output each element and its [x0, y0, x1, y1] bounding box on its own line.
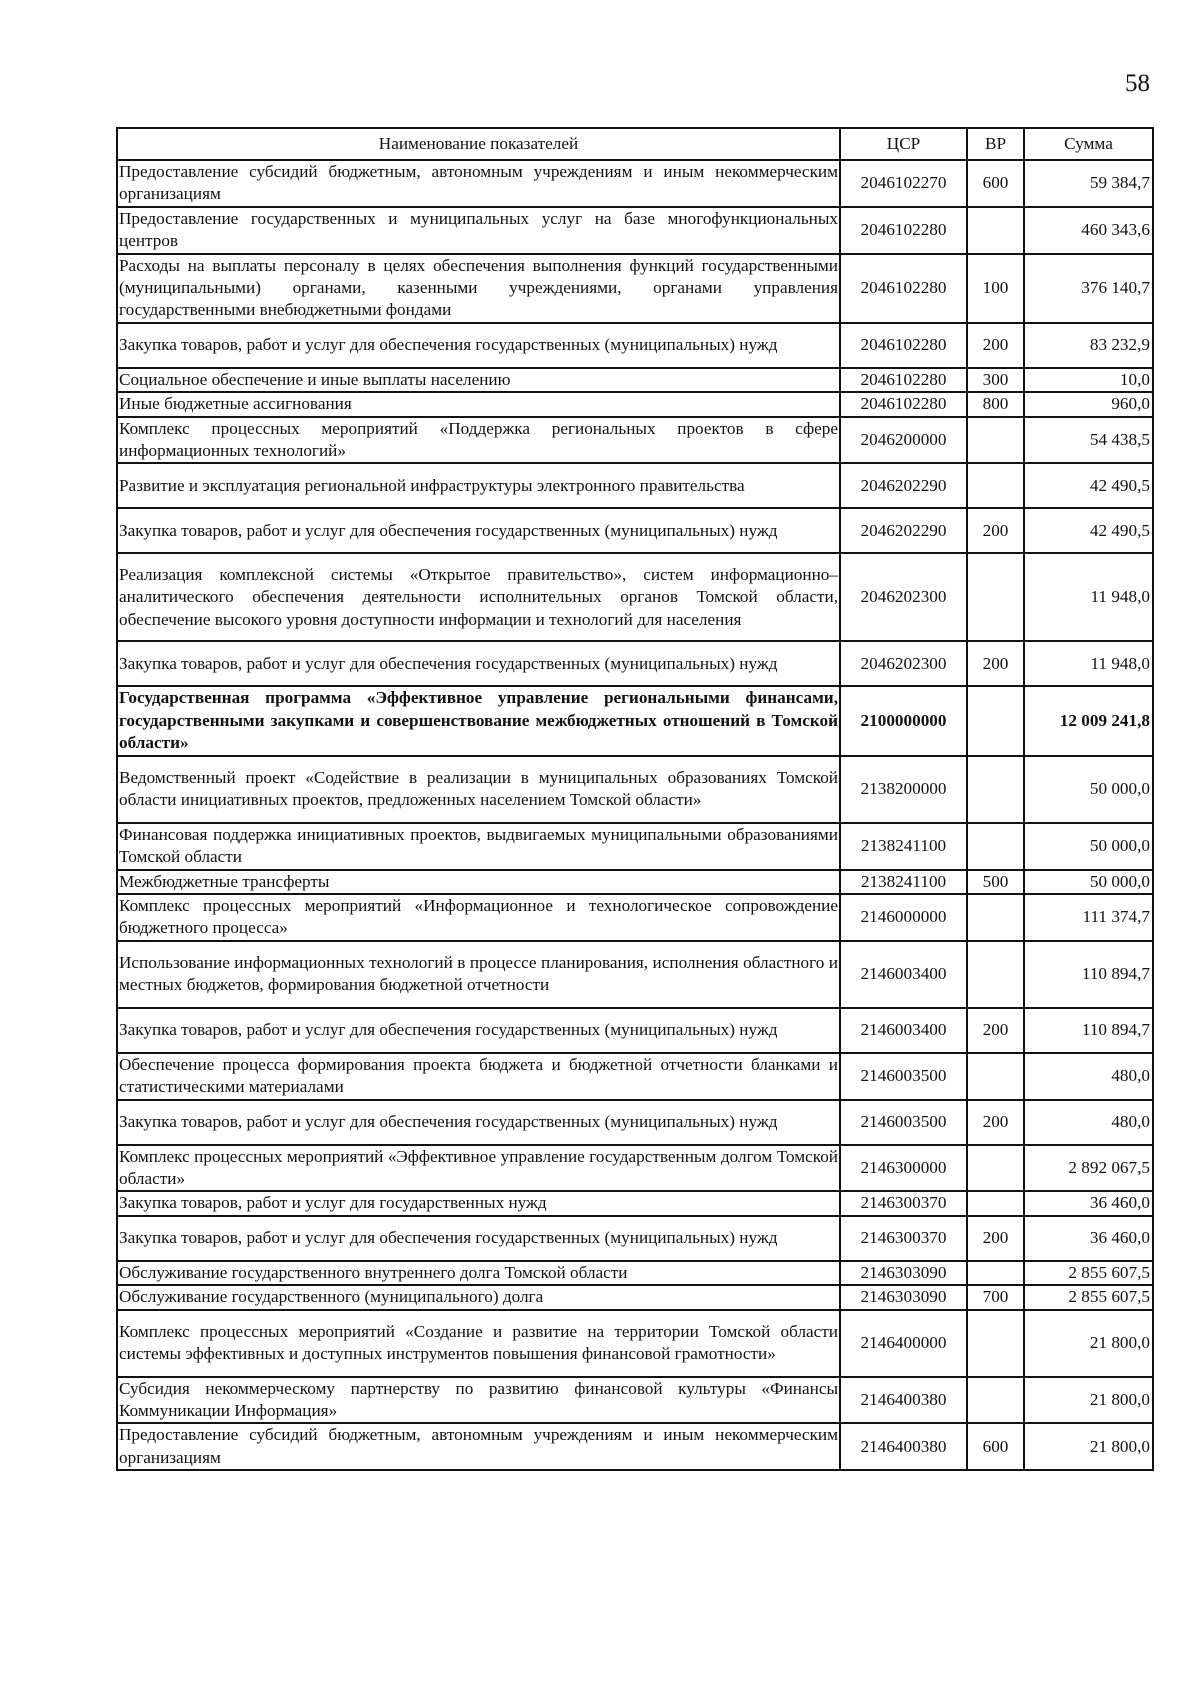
row-vr: 700 [967, 1285, 1024, 1309]
row-name: Закупка товаров, работ и услуг для обеспечения государственных (муниципальных) нужд [117, 1216, 840, 1261]
row-csr: 2146300370 [840, 1216, 967, 1261]
row-name: Закупка товаров, работ и услуг для обеспечения государственных (муниципальных) нужд [117, 508, 840, 553]
row-sum: 12 009 241,8 [1024, 686, 1153, 755]
row-vr [967, 1145, 1024, 1192]
row-name: Закупка товаров, работ и услуг для обеспечения государственных (муниципальных) нужд [117, 1100, 840, 1145]
row-sum: 960,0 [1024, 392, 1153, 416]
table-row [117, 686, 1153, 755]
row-csr: 2146300000 [840, 1145, 967, 1192]
page-number: 58 [1125, 70, 1150, 97]
table-row [117, 1377, 1153, 1424]
table-row [117, 870, 1153, 894]
row-name: Закупка товаров, работ и услуг для государственных нужд [117, 1191, 840, 1215]
table-row [117, 368, 1153, 392]
row-sum: 2 892 067,5 [1024, 1145, 1153, 1192]
row-csr: 2146303090 [840, 1285, 967, 1309]
row-name: Комплекс процессных мероприятий «Информационное и технологическое сопровождение бюджетного процесса» [117, 894, 840, 941]
table-row [117, 1191, 1153, 1215]
row-csr: 2138200000 [840, 756, 967, 823]
row-name: Предоставление субсидий бюджетным, автономным учреждениям и иным некоммерческим организациям [117, 1423, 840, 1470]
row-sum: 11 948,0 [1024, 553, 1153, 641]
table-row [117, 1423, 1153, 1470]
row-sum: 21 800,0 [1024, 1423, 1153, 1470]
row-vr [967, 553, 1024, 641]
row-name: Государственная программа «Эффективное управление региональными финансами, государственными закупками и совершенствование межбюджетных отношений в Томской области» [117, 686, 840, 755]
row-csr: 2138241100 [840, 823, 967, 870]
table-row [117, 1008, 1153, 1053]
row-name: Ведомственный проект «Содействие в реализации в муниципальных образованиях Томской области инициативных проектов, предложенных населением Томской области» [117, 756, 840, 823]
row-csr: 2138241100 [840, 870, 967, 894]
row-name: Предоставление субсидий бюджетным, автономным учреждениям и иным некоммерческим организациям [117, 160, 840, 207]
row-vr: 200 [967, 641, 1024, 686]
row-sum: 36 460,0 [1024, 1191, 1153, 1215]
table-row [117, 417, 1153, 464]
row-csr: 2146003400 [840, 941, 967, 1008]
row-sum: 36 460,0 [1024, 1216, 1153, 1261]
table-row [117, 894, 1153, 941]
row-name: Реализация комплексной системы «Открытое правительство», систем информационно–аналитического обеспечения деятельности исполнительных органов Томской области, обеспечение высокого уровня доступности информации и технологий для населения [117, 553, 840, 641]
row-csr: 2046200000 [840, 417, 967, 464]
row-csr: 2046202300 [840, 641, 967, 686]
row-name: Обслуживание государственного внутреннего долга Томской области [117, 1261, 840, 1285]
row-csr: 2146300370 [840, 1191, 967, 1215]
row-name: Комплекс процессных мероприятий «Создание и развитие на территории Томской области системы эффективных и доступных инструментов повышения финансовой грамотности» [117, 1310, 840, 1377]
row-sum: 42 490,5 [1024, 508, 1153, 553]
row-sum: 480,0 [1024, 1100, 1153, 1145]
table-row [117, 392, 1153, 416]
table-row [117, 941, 1153, 1008]
row-sum: 50 000,0 [1024, 870, 1153, 894]
table-row [117, 1261, 1153, 1285]
row-sum: 21 800,0 [1024, 1377, 1153, 1424]
row-vr: 200 [967, 1100, 1024, 1145]
row-vr [967, 894, 1024, 941]
row-csr: 2046102280 [840, 392, 967, 416]
row-vr: 600 [967, 1423, 1024, 1470]
row-vr [967, 756, 1024, 823]
row-vr [967, 1053, 1024, 1100]
row-sum: 50 000,0 [1024, 756, 1153, 823]
header-name: Наименование показателей [117, 128, 840, 160]
row-vr: 200 [967, 1216, 1024, 1261]
row-vr [967, 823, 1024, 870]
row-vr: 600 [967, 160, 1024, 207]
row-vr: 500 [967, 870, 1024, 894]
row-sum: 59 384,7 [1024, 160, 1153, 207]
row-csr: 2146003500 [840, 1100, 967, 1145]
row-csr: 2046202300 [840, 553, 967, 641]
row-sum: 50 000,0 [1024, 823, 1153, 870]
row-sum: 10,0 [1024, 368, 1153, 392]
row-name: Иные бюджетные ассигнования [117, 392, 840, 416]
row-csr: 2046202290 [840, 463, 967, 508]
header-sum: Сумма [1024, 128, 1153, 160]
row-sum: 11 948,0 [1024, 641, 1153, 686]
row-name: Социальное обеспечение и иные выплаты населению [117, 368, 840, 392]
row-vr [967, 1377, 1024, 1424]
row-vr [967, 463, 1024, 508]
row-csr: 2046102280 [840, 323, 967, 368]
table-row [117, 1216, 1153, 1261]
table-row [117, 207, 1153, 254]
row-vr: 100 [967, 254, 1024, 323]
table-row [117, 553, 1153, 641]
row-csr: 2046102280 [840, 254, 967, 323]
table-row [117, 1310, 1153, 1377]
row-name: Обеспечение процесса формирования проекта бюджета и бюджетной отчетности бланками и статистическими материалами [117, 1053, 840, 1100]
table-row [117, 823, 1153, 870]
row-vr [967, 1261, 1024, 1285]
table-row [117, 508, 1153, 553]
table-row [117, 254, 1153, 323]
row-name: Предоставление государственных и муниципальных услуг на базе многофункциональных центров [117, 207, 840, 254]
row-name: Использование информационных технологий в процессе планирования, исполнения областного и местных бюджетов, формирования бюджетной отчетности [117, 941, 840, 1008]
table-row [117, 463, 1153, 508]
row-name: Закупка товаров, работ и услуг для обеспечения государственных (муниципальных) нужд [117, 323, 840, 368]
table-row [117, 641, 1153, 686]
row-vr [967, 941, 1024, 1008]
row-name: Комплекс процессных мероприятий «Поддержка региональных проектов в сфере информационных технологий» [117, 417, 840, 464]
row-sum: 110 894,7 [1024, 1008, 1153, 1053]
row-csr: 2146000000 [840, 894, 967, 941]
row-sum: 111 374,7 [1024, 894, 1153, 941]
row-vr [967, 1310, 1024, 1377]
row-sum: 83 232,9 [1024, 323, 1153, 368]
table-row [117, 1285, 1153, 1309]
table-row [117, 160, 1153, 207]
row-csr: 2046102280 [840, 368, 967, 392]
row-vr: 300 [967, 368, 1024, 392]
row-name: Закупка товаров, работ и услуг для обеспечения государственных (муниципальных) нужд [117, 641, 840, 686]
row-sum: 21 800,0 [1024, 1310, 1153, 1377]
row-csr: 2046202290 [840, 508, 967, 553]
row-sum: 2 855 607,5 [1024, 1285, 1153, 1309]
row-csr: 2146303090 [840, 1261, 967, 1285]
table-row [117, 756, 1153, 823]
table-row [117, 1145, 1153, 1192]
row-vr: 200 [967, 323, 1024, 368]
row-vr [967, 417, 1024, 464]
table-row [117, 323, 1153, 368]
table-body [117, 160, 1153, 1470]
row-name: Комплекс процессных мероприятий «Эффективное управление государственным долгом Томской области» [117, 1145, 840, 1192]
row-name: Финансовая поддержка инициативных проектов, выдвигаемых муниципальными образованиями Томской области [117, 823, 840, 870]
row-name: Развитие и эксплуатация региональной инфраструктуры электронного правительства [117, 463, 840, 508]
table-row [117, 1053, 1153, 1100]
row-sum: 110 894,7 [1024, 941, 1153, 1008]
table-header-row [117, 128, 1153, 160]
table-row [117, 1100, 1153, 1145]
row-vr [967, 1191, 1024, 1215]
row-csr: 2146003400 [840, 1008, 967, 1053]
row-csr: 2146400380 [840, 1423, 967, 1470]
row-name: Межбюджетные трансферты [117, 870, 840, 894]
row-name: Закупка товаров, работ и услуг для обеспечения государственных (муниципальных) нужд [117, 1008, 840, 1053]
row-vr [967, 686, 1024, 755]
row-csr: 2046102270 [840, 160, 967, 207]
row-csr: 2100000000 [840, 686, 967, 755]
row-name: Субсидия некоммерческому партнерству по развитию финансовой культуры «Финансы Коммуникации Информация» [117, 1377, 840, 1424]
budget-table [116, 127, 1154, 1471]
row-vr: 800 [967, 392, 1024, 416]
row-csr: 2046102280 [840, 207, 967, 254]
row-name: Обслуживание государственного (муниципального) долга [117, 1285, 840, 1309]
header-vr: ВР [967, 128, 1024, 160]
row-sum: 54 438,5 [1024, 417, 1153, 464]
row-vr: 200 [967, 508, 1024, 553]
row-csr: 2146400000 [840, 1310, 967, 1377]
row-sum: 460 343,6 [1024, 207, 1153, 254]
row-name: Расходы на выплаты персоналу в целях обеспечения выполнения функций государственными (муниципальными) органами, казенными учреждениями, органами управления государственными внебюджетными фондами [117, 254, 840, 323]
row-sum: 376 140,7 [1024, 254, 1153, 323]
header-csr: ЦСР [840, 128, 967, 160]
row-csr: 2146003500 [840, 1053, 967, 1100]
row-sum: 42 490,5 [1024, 463, 1153, 508]
row-vr: 200 [967, 1008, 1024, 1053]
row-sum: 480,0 [1024, 1053, 1153, 1100]
row-vr [967, 207, 1024, 254]
row-sum: 2 855 607,5 [1024, 1261, 1153, 1285]
row-csr: 2146400380 [840, 1377, 967, 1424]
